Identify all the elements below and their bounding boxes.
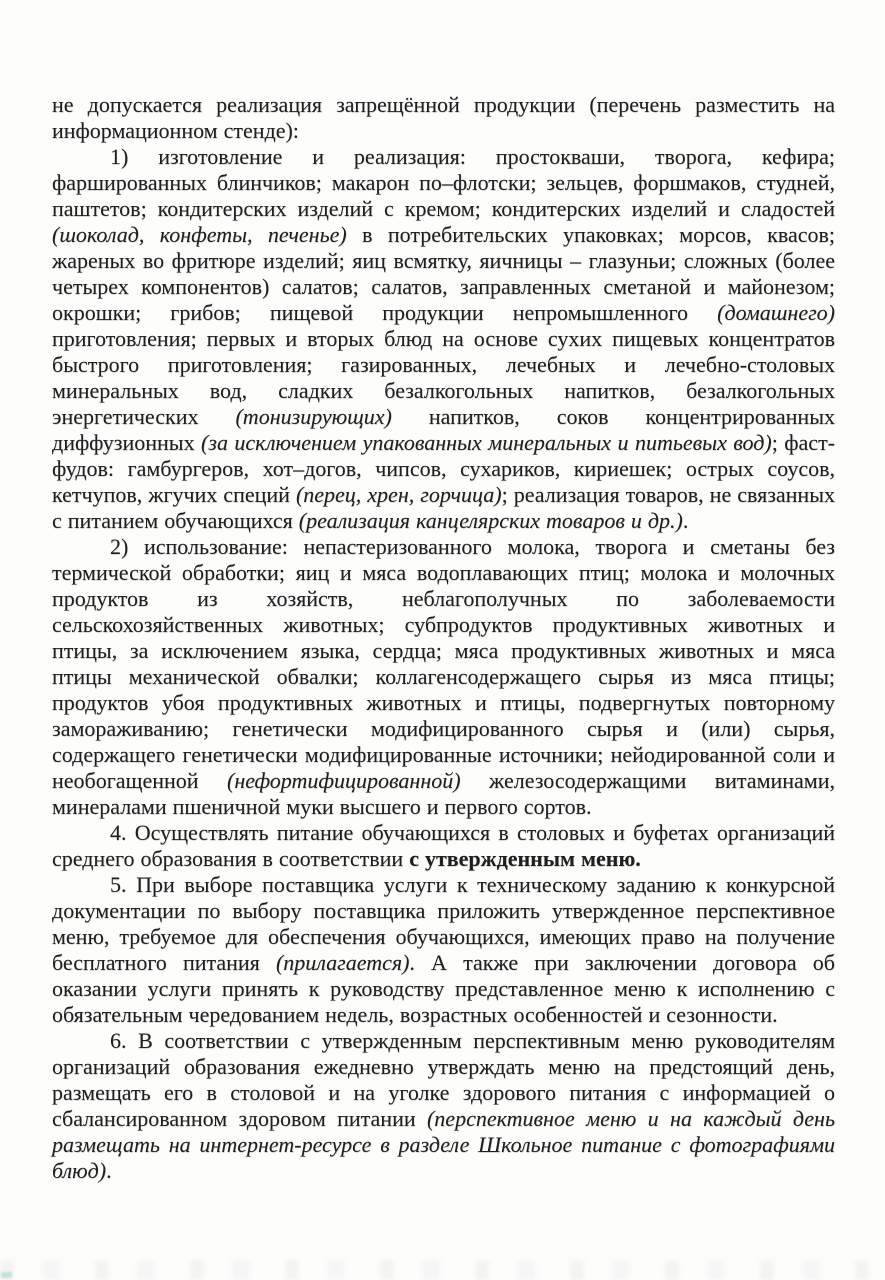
text-segment: железосодержащими витаминами, минералами пшеничной муки высшего и первого сортов. [52, 768, 836, 819]
paragraph-intro [52, 92, 835, 144]
paragraph-item-4 [52, 820, 835, 872]
text-segment: (тонизирующих) [235, 404, 392, 429]
paragraph-item-6 [52, 1028, 835, 1184]
text-segment: . [106, 1158, 112, 1183]
scan-speck-artifact [1, 1272, 12, 1278]
text-segment: . [682, 508, 689, 533]
text-segment: не допускается реализация запрещённой продукции (перечень разместить на информационном стенде): [52, 92, 835, 143]
text-segment: ; фаст-фудов: гамбургеров, хот–догов, чипсов, сухариков, кириешек; острых соусов, кетчупов, жгучих специй [52, 430, 836, 507]
text-segment: (реализация канцелярских товаров и др.) [298, 508, 683, 533]
scan-noise-artifact [0, 1260, 885, 1280]
text-segment: (прилагается) [275, 950, 410, 975]
paragraph-item-5 [52, 872, 835, 1028]
text-segment: (домашнего) [717, 300, 835, 325]
text-segment: (за исключением упакованных минеральных и питьевых вод) [201, 430, 772, 455]
document-body [52, 92, 835, 1184]
text-segment: приготовления; первых и вторых блюд на основе сухих пищевых концентратов быстрого приготовления; газированных, лечебных и лечебно-столовых минеральных вод, сладких безалкогольных напитков, безалкогольных энергетических [52, 326, 835, 429]
text-segment: (шоколад, конфеты, печенье) [52, 222, 347, 247]
text-segment: 5. При выборе поставщика услуги к техническому заданию к конкурсной документации по выбору поставщика приложить утвержденное перспективное меню, требуемое для обеспечения обучающихся, имеющих право на получение бесплатного питания [52, 872, 835, 975]
text-segment: 4. Осуществлять питание обучающихся в столовых и буфетах организаций среднего образования в соответствии [52, 820, 835, 871]
text-segment: ; реализация товаров, не связанных с питанием обучающихся [52, 482, 835, 533]
text-segment: в потребительских упаковках; морсов, квасов; жареных во фритюре изделий; яиц всмятку, яичницы – глазуньи; сложных (более четырех компонентов) салатов; салатов, заправленных сметаной и майонезом; окрошки; грибов; пищевой продукции непромышленного [52, 222, 835, 325]
text-segment: 6. В соответствии с утвержденным перспективным меню руководителям организаций образования ежедневно утверждать меню на предстоящий день, размещать его в столовой и на уголке здорового питания с информацией о сбалансированном здоровом питании [52, 1028, 835, 1131]
paragraph-item-2 [52, 534, 835, 820]
text-segment: . А также при заключении договора об оказании услуги принять к руководству представленное меню к исполнению с обязательным чередованием недель, возрастных особенностей и сезонности. [52, 950, 835, 1027]
text-segment: с утвержденным меню. [409, 846, 641, 871]
text-segment: (перспективное меню и на каждый день размещать на интернет-ресурсе в разделе Школьное питание с фотографиями блюд) [52, 1106, 835, 1183]
text-segment: (перец, хрен, горчица) [295, 482, 502, 507]
text-segment: (нефортифицированной) [227, 768, 461, 793]
text-segment: 2) использование: непастеризованного молока, творога и сметаны без термической обработки; яиц и мяса водоплавающих птиц; молока и молочных продуктов из хозяйств, неблагополучных по заболеваемости сельскохозяйственных животных; субпродуктов продуктивных животных и птицы, за исключением языка, сердца; мяса продуктивных животных и мяса птицы механической обвалки; коллагенсодержащего сырья из мяса птицы; продуктов убоя продуктивных животных и птицы, подвергнутых повторному замораживанию; генетически модифицированного сырья и (или) сырья, содержащего генетически модифицированные источники; нейодированной соли и необогащенной [52, 534, 835, 793]
paragraph-item-1 [52, 144, 835, 534]
text-segment: напитков, соков концентрированных диффузионных [52, 404, 835, 455]
text-segment: 1) изготовление и реализация: простокваши, творога, кефира; фаршированных блинчиков; макарон по–флотски; зельцев, форшмаков, студней, паштетов; кондитерских изделий с кремом; кондитерских изделий и сладостей [52, 144, 835, 221]
